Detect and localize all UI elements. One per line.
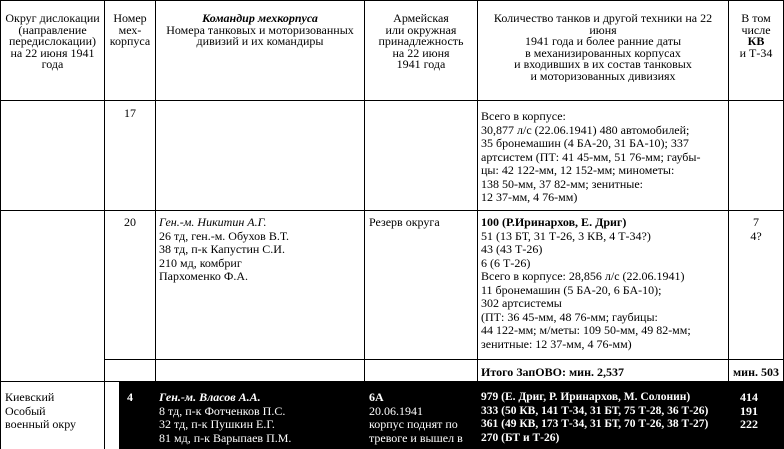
army-assignment [369,391,477,445]
district-name [5,391,104,432]
header-text: 1941 года и более ранние даты [524,34,682,48]
text-line: 100 (Р.Иринархов, Е. Дриг) [481,216,627,229]
division-line: 210 мд, комбриг [159,255,242,270]
text-line: цы: 42 122-мм, 12 152-мм; минометы: [481,163,675,177]
header-text: Армейская [393,13,449,25]
corps-equipment [481,391,728,445]
header-text: (направление [18,22,87,37]
header-text: Номер [113,13,147,25]
commander-cell [159,391,364,445]
text-line: военный окру [5,417,77,431]
text-line: 51 (13 БТ, 31 Т-26, 3 КВ, 4 Т-34?) [481,228,651,243]
header-text: 1941 года [396,57,446,71]
corps-equipment [481,216,728,351]
text-line: 44 122-мм; м/меты: 109 50-мм, 49 82-мм; [481,323,691,337]
division-line: 8 тд, п-к Фотченков П.С. [159,403,286,418]
header-text: года [41,57,64,71]
grid-line [104,359,784,360]
header-text: Количество танков и другой техники на 22 [493,13,713,25]
header-text: на 22 июня 1941 [10,45,95,60]
header-corps-number [105,13,155,48]
header-text: В том [741,13,771,25]
text-line: Всего в корпусе: [481,110,566,123]
text-line: корпус поднят по [369,417,458,431]
header-text: принадлежность [378,34,464,48]
text-line: 302 артсистемы [481,296,562,310]
text-line: 12 37-мм, 4 76-мм) [481,190,578,204]
text-line: 11 бронемашин (5 БА-20, 6 БА-10); [481,282,662,297]
kv-t34-count [729,391,769,432]
kv-t34-count [729,216,783,243]
header-text: и Т-34 [739,45,773,59]
text-line: Всего в корпусе: 28,856 л/с (22.06.1941) [481,269,685,283]
header-title: Командир мехкорпуса [202,13,318,25]
text-line: (ПТ: 36 45-мм, 48 76-мм; гаубицы: [481,309,658,324]
header-text: передислокации) [9,34,96,48]
commander-cell [159,216,364,284]
header-text: мех- [118,22,142,37]
text-line: тревоге и вышел в [369,430,463,445]
text-line: 270 (БТ и Т-26) [481,431,560,444]
commander-name: Ген.-м. Власов А.А. [159,391,261,404]
header-text: числе [741,22,771,37]
count-line: 191 [740,403,758,418]
district-total-kv: мин. 503 [732,366,779,379]
header-army [365,13,477,71]
header-tanks [478,13,728,82]
division-line: Пархоменко Ф.А. [159,269,249,283]
text-line: 361 (49 КВ, 173 Т-34, 31 БТ, 70 Т-26, 38 Т-27) [481,418,709,430]
header-text: Номера танковых и моторизованных [166,22,354,37]
division-line: 81 мд, п-к Варыпаев П.М. [159,430,292,445]
division-line: 26 тд, ген.-м. Обухов В.Т. [159,228,289,243]
header-text: или окружная [385,22,457,37]
header-kv-t34 [729,13,783,59]
header-text: КВ [747,34,765,48]
grid-line [0,0,784,1]
count-line: 414 [740,391,758,404]
grid-line [0,381,784,382]
corps-number: 4 [127,391,133,404]
text-line: 979 (Е. Дриг, Р. Иринархов, М. Солонин) [481,391,691,403]
grid-line [0,100,784,101]
count-line: 222 [740,417,758,431]
text-line: Особый [5,403,46,418]
text-line: 6А [369,391,384,404]
commander-name: Ген.-м. Никитин А.Г. [159,216,267,229]
district-total: Итого ЗапОВО: мин. 2,537 [481,366,624,379]
header-text: июня [589,22,617,37]
text-line: зенитные: 12 37-мм, 4 76-мм) [481,336,632,351]
count-line: 7 [753,216,759,229]
text-line: 30,877 л/с (22.06.1941) 480 автомобилей; [481,122,690,137]
army-assignment: Резерв округа [369,216,440,229]
division-line: 32 тд, п-к Пушкин Е.Г. [159,417,275,431]
text-line: 20.06.1941 [369,403,423,418]
header-text: и входивших в их состав танковых [514,57,692,71]
text-line: 43 (43 Т-26) [481,242,543,256]
text-line: 35 бронемашин (4 БА-20, 31 БА-10); 337 [481,136,689,150]
division-line: 38 тд, п-к Капустин С.И. [159,242,285,256]
corps-number: 20 [124,216,136,229]
text-line: 6 (6 Т-26) [481,255,531,270]
header-text: дивизий и их командиры [196,34,324,48]
corps-number: 17 [124,107,136,120]
text-line: 333 (50 КВ, 141 Т-34, 31 БТ, 75 Т-28, 36 Т-26) [481,404,709,417]
header-text: на 22 июня [392,45,450,60]
grid-line [0,210,784,211]
text-line: 138 50-мм, 37 82-мм; зенитные: [481,176,643,191]
header-text: корпуса [109,34,151,48]
corps-equipment [481,110,728,205]
header-text: в механизированных корпусах [525,45,681,60]
count-line: 4? [750,228,762,243]
header-text: Округ дислокации [5,13,100,25]
header-text: и моторизованных дивизиях [530,68,676,82]
text-line: Киевский [5,391,55,404]
text-line: артсистем (ПТ: 41 45-мм, 51 76-мм; гаубы- [481,149,701,164]
header-district [1,13,104,71]
header-commander [156,13,364,48]
